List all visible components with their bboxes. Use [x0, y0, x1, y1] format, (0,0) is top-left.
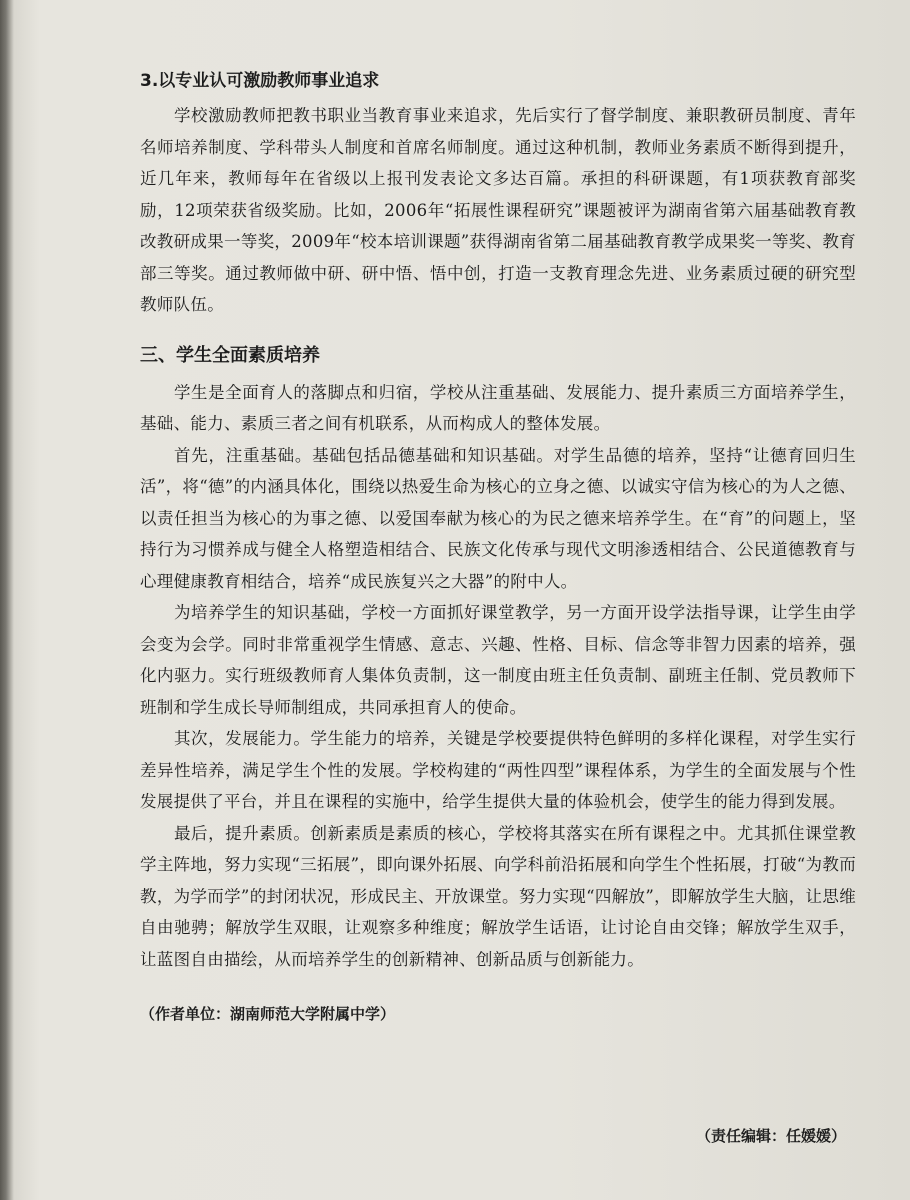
- article-body: [140, 66, 856, 1027]
- paragraph-foundation: 首先，注重基础。基础包括品德基础和知识基础。对学生品德的培养，坚持“让德育回归生活”，将“德”的内涵具体化，围绕以热爱生命为核心的立身之德、以诚实守信为核心的为人之德、以责任担当为核心的为事之德、以爱国奉献为核心的为民之德来培养学生。在“育”的问题上，坚持行为习惯养成与健全人格塑造相结合、民族文化传承与现代文明渗透相结合、公民道德教育与心理健康教育相结合，培养“成民族复兴之大器”的附中人。: [140, 445, 856, 591]
- paragraph-quality: 最后，提升素质。创新素质是素质的核心，学校将其落实在所有课程之中。尤其抓住课堂教学主阵地，努力实现“三拓展”，即向课外拓展、向学科前沿拓展和向学生个性拓展，打破“为教而教，为学而学”的封闭状况，形成民主、开放课堂。努力实现“四解放”，即解放学生大脑，让思维自由驰骋；解放学生双眼，让观察多种维度；解放学生话语，让讨论自由交锋；解放学生双手，让蓝图自由描绘，从而培养学生的创新精神、创新品质与创新能力。: [140, 823, 856, 969]
- responsible-editor: （责任编辑：任媛媛）: [695, 1127, 846, 1145]
- paragraph-knowledge: 为培养学生的知识基础，学校一方面抓好课堂教学，另一方面开设学法指导课，让学生由学会变为会学。同时非常重视学生情感、意志、兴趣、性格、目标、信念等非智力因素的培养，强化内驱力。实行班级教师育人集体负责制，这一制度由班主任负责制、副班主任制、党员教师下班制和学生成长导师制组成，共同承担育人的使命。: [140, 603, 856, 717]
- section-heading: 三、学生全面素质培养: [140, 344, 320, 366]
- subsection-heading: 3.以专业认可激励教师事业追求: [140, 71, 380, 91]
- author-affiliation: （作者单位：湖南师范大学附属中学）: [140, 1005, 396, 1023]
- paragraph-intro: 学生是全面育人的落脚点和归宿，学校从注重基础、发展能力、提升素质三方面培养学生，基础、能力、素质三者之间有机联系，从而构成人的整体发展。: [140, 382, 856, 433]
- paragraph-ability: 其次，发展能力。学生能力的培养，关键是学校要提供特色鲜明的多样化课程，对学生实行差异性培养，满足学生个性的发展。学校构建的“两性四型”课程体系，为学生的全面发展与个性发展提供了平台，并且在课程的实施中，给学生提供大量的体验机会，使学生的能力得到发展。: [140, 729, 856, 811]
- subsection-paragraph: 学校激励教师把教书职业当教育事业来追求，先后实行了督学制度、兼职教研员制度、青年名师培养制度、学科带头人制度和首席名师制度。通过这种机制，教师业务素质不断得到提升，近几年来，教师每年在省级以上报刊发表论文多达百篇。承担的科研课题，有1项获教育部奖励，12项荣获省级奖励。比如，2006年“拓展性课程研究”课题被评为湖南省第六届基础教育教改教研成果一等奖，2009年“校本培训课题”获得湖南省第二届基础教育教学成果奖一等奖、教育部三等奖。通过教师做中研、研中悟、悟中创，打造一支教育理念先进、业务素质过硬的研究型教师队伍。: [140, 106, 856, 314]
